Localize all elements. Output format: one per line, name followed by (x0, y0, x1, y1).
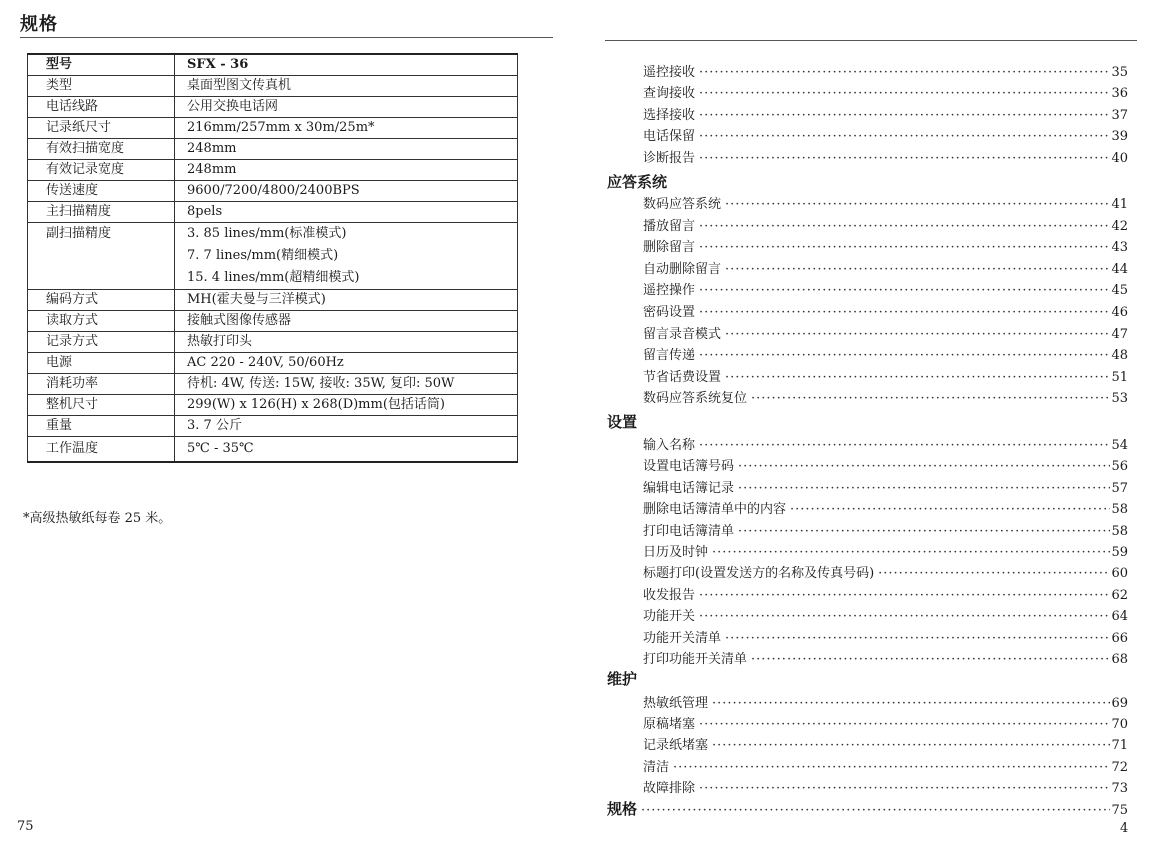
toc-entry-title: 密码设置 (643, 305, 696, 320)
toc-entry[interactable] (643, 756, 1128, 776)
toc-entry[interactable] (643, 777, 1128, 797)
toc-entry-title: 功能开关 (643, 609, 696, 625)
spec-table (27, 53, 518, 463)
spec-value: 8pels (175, 202, 518, 223)
toc-entry-title: 删除电话簿清单中的内容 (643, 502, 787, 518)
toc-entry-page: 71 (1111, 738, 1128, 754)
spec-value: 桌面型图文传真机 (175, 76, 518, 97)
toc-entry-page: 56 (1111, 459, 1128, 475)
toc-entry[interactable] (643, 236, 1128, 256)
spec-value: 248mm (175, 139, 518, 160)
heading-rule (20, 37, 553, 38)
toc-entry[interactable] (643, 258, 1128, 278)
spec-row (28, 202, 518, 223)
spec-row (28, 395, 518, 416)
toc-entry-page: 70 (1111, 717, 1128, 733)
toc-leader-dots (699, 609, 1110, 624)
toc-entry-page: 51 (1111, 369, 1128, 385)
spec-value: 9600/7200/4800/2400BPS (175, 181, 518, 202)
toc-entry-page: 45 (1111, 283, 1128, 299)
footnote: *高级热敏纸每卷 25 米。 (23, 511, 172, 526)
toc-entry[interactable] (643, 125, 1128, 145)
toc-section-heading: 应答系统 (607, 173, 668, 191)
toc-entry-title: 收发报告 (643, 587, 696, 603)
spec-key: 读取方式 (28, 311, 175, 332)
spec-key: 整机尺寸 (28, 395, 175, 416)
toc-leader-dots (725, 327, 1110, 342)
toc-entry-page: 41 (1111, 197, 1128, 212)
spec-row (28, 76, 518, 97)
toc-entry-title: 功能开关清单 (643, 630, 722, 646)
spec-value-multiline (175, 223, 518, 290)
toc-entry-title: 遥控接收 (643, 65, 696, 80)
toc-entry-page: 46 (1111, 305, 1128, 320)
spec-key: 编码方式 (28, 290, 175, 311)
toc-entry[interactable] (643, 498, 1128, 518)
toc-entry[interactable] (643, 584, 1128, 604)
toc-leader-dots (751, 391, 1110, 406)
toc-entry-page: 57 (1111, 480, 1128, 496)
spec-value: SFX - 36 (175, 54, 518, 76)
toc-entry-specs[interactable] (607, 798, 1128, 818)
toc-entry[interactable] (643, 104, 1128, 124)
spec-value: 216mm/257mm x 30m/25m* (175, 118, 518, 139)
toc-entry-page: 37 (1111, 107, 1128, 123)
spec-value-line: 15. 4 lines/mm(超精细模式) (187, 270, 360, 285)
toc-entry-title: 播放留言 (643, 218, 696, 234)
toc-entry[interactable] (643, 82, 1128, 102)
toc-entry-title: 清洁 (643, 759, 670, 775)
toc-entry-page: 39 (1111, 129, 1128, 145)
toc-leader-dots (751, 652, 1110, 667)
toc-entry-title: 节省话费设置 (643, 369, 722, 385)
toc-entry-title: 打印功能开关清单 (643, 652, 748, 667)
toc-leader-dots (738, 524, 1110, 539)
toc-entry-title: 日历及时钟 (643, 545, 709, 560)
toc-entry-title: 记录纸堵塞 (643, 738, 709, 754)
spec-row (28, 97, 518, 118)
toc-leader-dots (712, 696, 1110, 711)
spec-value-line: 3. 85 lines/mm(标准模式) (187, 226, 347, 241)
toc-entry-page: 68 (1111, 652, 1128, 667)
toc-entry[interactable] (643, 366, 1128, 386)
toc-section-heading: 规格 (607, 800, 638, 818)
toc-entry-title: 打印电话簿清单 (643, 523, 735, 539)
toc-leader-dots (699, 86, 1110, 101)
spec-row (28, 311, 518, 332)
toc-leader-dots (699, 65, 1110, 80)
toc-entry[interactable] (643, 215, 1128, 235)
toc-leader-dots (699, 438, 1110, 453)
toc-entry-title: 选择接收 (643, 107, 696, 123)
toc-leader-dots (699, 129, 1110, 144)
toc-entry-title: 电话保留 (643, 129, 696, 145)
spec-value: 3. 7 公斤 (175, 416, 518, 437)
toc-entry-title: 原稿堵塞 (643, 717, 696, 733)
toc-entry-title: 遥控操作 (643, 283, 696, 299)
toc-entry-page: 62 (1111, 587, 1128, 603)
toc-entry-page: 60 (1111, 566, 1128, 582)
toc-leader-dots (878, 566, 1110, 581)
toc-leader-dots (699, 717, 1110, 732)
spec-value: MH(霍夫曼与三洋模式) (175, 290, 518, 311)
spec-row (28, 139, 518, 160)
spec-key: 记录方式 (28, 332, 175, 353)
spec-key: 类型 (28, 76, 175, 97)
spec-value: 299(W) x 126(H) x 268(D)mm(包括话筒) (175, 395, 518, 416)
spec-value: 热敏打印头 (175, 332, 518, 353)
toc-leader-dots (641, 803, 1110, 818)
toc-leader-dots (790, 502, 1110, 517)
toc-leader-dots (699, 588, 1110, 603)
toc-entry-page: 40 (1111, 150, 1128, 166)
toc-entry-title: 数码应答系统 (643, 197, 722, 212)
toc-leader-dots (738, 459, 1110, 474)
spec-key: 工作温度 (28, 437, 175, 463)
toc-entry-page: 58 (1111, 502, 1128, 518)
spec-key: 副扫描精度 (28, 223, 175, 290)
spec-value: 公用交换电话网 (175, 97, 518, 118)
spec-key: 有效记录宽度 (28, 160, 175, 181)
spec-key: 电话线路 (28, 97, 175, 118)
toc-entry-title: 查询接收 (643, 86, 696, 102)
spec-row (28, 290, 518, 311)
page-heading: 规格 (20, 14, 58, 35)
toc-entry-title: 删除留言 (643, 240, 696, 256)
toc-entry-title: 标题打印(设置发送方的名称及传真号码) (643, 566, 875, 582)
toc-entry-page: 36 (1111, 86, 1128, 102)
toc-entry-page: 48 (1111, 348, 1128, 364)
toc-leader-dots (725, 631, 1110, 646)
toc-leader-dots (673, 760, 1110, 775)
spec-header-row (28, 54, 518, 76)
toc-entry-page: 54 (1111, 438, 1128, 453)
spec-key: 记录纸尺寸 (28, 118, 175, 139)
toc-entry[interactable] (643, 193, 1128, 213)
toc-entry[interactable] (643, 147, 1128, 167)
toc-entry-page: 58 (1111, 523, 1128, 539)
toc-entry[interactable] (643, 477, 1128, 497)
spec-row (28, 374, 518, 395)
toc-entry-title: 诊断报告 (643, 150, 696, 166)
spec-key: 有效扫描宽度 (28, 139, 175, 160)
toc-entry[interactable] (643, 605, 1128, 625)
toc-entry[interactable] (643, 279, 1128, 299)
spec-row (28, 160, 518, 181)
toc-entry[interactable] (643, 541, 1128, 561)
toc-leader-dots (725, 262, 1110, 277)
toc-entry-title: 故障排除 (643, 780, 696, 796)
toc-leader-dots (712, 738, 1110, 753)
toc-leader-dots (699, 348, 1110, 363)
toc-entry-title: 输入名称 (643, 438, 696, 453)
toc-entry[interactable] (643, 323, 1128, 343)
toc-entry-title: 留言传递 (643, 348, 696, 364)
toc-entry[interactable] (643, 692, 1128, 712)
heading-rule (605, 40, 1137, 41)
toc-entry-title: 热敏纸管理 (643, 696, 709, 711)
toc-entry-title: 设置电话簿号码 (643, 459, 735, 475)
toc-entry-page: 64 (1111, 609, 1128, 625)
toc-leader-dots (699, 781, 1110, 796)
toc-entry-title: 自动删除留言 (643, 261, 722, 277)
spec-row (28, 353, 518, 374)
toc-leader-dots (699, 108, 1110, 123)
toc-entry-page: 73 (1111, 780, 1128, 796)
spec-row (28, 332, 518, 353)
toc-leader-dots (699, 305, 1110, 320)
toc-leader-dots (725, 370, 1110, 385)
toc-entry[interactable] (643, 627, 1128, 647)
spec-key: 消耗功率 (28, 374, 175, 395)
spec-row (28, 416, 518, 437)
toc-entry[interactable] (643, 520, 1128, 540)
spec-key: 重量 (28, 416, 175, 437)
spec-row (28, 118, 518, 139)
toc-leader-dots (699, 151, 1110, 166)
toc-entry-page: 59 (1111, 545, 1128, 560)
spec-key: 主扫描精度 (28, 202, 175, 223)
toc-entry-page: 42 (1111, 218, 1128, 234)
toc-entry[interactable] (643, 734, 1128, 754)
toc-leader-dots (699, 283, 1110, 298)
spec-key: 电源 (28, 353, 175, 374)
toc-entry-page: 75 (1111, 803, 1128, 818)
toc-entry[interactable] (643, 455, 1128, 475)
toc-entry[interactable] (643, 562, 1128, 582)
toc-entry-page: 43 (1111, 240, 1128, 256)
spec-value-line: 7. 7 lines/mm(精细模式) (187, 248, 339, 263)
toc-entry[interactable] (643, 434, 1128, 454)
spec-key: 型号 (28, 54, 175, 76)
spec-value: 248mm (175, 160, 518, 181)
spec-row (28, 437, 518, 463)
spec-row (28, 181, 518, 202)
toc-entry-page: 53 (1111, 391, 1128, 407)
right-page (583, 0, 1166, 862)
toc-entry[interactable] (643, 301, 1128, 321)
toc-leader-dots (738, 481, 1110, 496)
toc-entry-page: 66 (1111, 630, 1128, 646)
spec-value: 5℃ - 35℃ (175, 437, 518, 463)
toc-entry-title: 数码应答系统复位 (643, 391, 748, 407)
toc-entry-page: 47 (1111, 326, 1128, 342)
toc-entry[interactable] (643, 713, 1128, 733)
spec-value: AC 220 - 240V, 50/60Hz (175, 353, 518, 374)
page-number: 4 (1120, 821, 1129, 836)
toc-leader-dots (725, 197, 1110, 212)
spec-key: 传送速度 (28, 181, 175, 202)
spec-value: 待机: 4W, 传送: 15W, 接收: 35W, 复印: 50W (175, 374, 518, 395)
toc-entry[interactable] (643, 344, 1128, 364)
spec-row-sub-scan (28, 223, 518, 290)
toc-entry-title: 编辑电话簿记录 (643, 480, 735, 496)
toc-entry-title: 留言录音模式 (643, 326, 722, 342)
toc-entry[interactable] (643, 61, 1128, 81)
toc-entry-page: 35 (1111, 65, 1128, 80)
toc-leader-dots (699, 240, 1110, 255)
toc-entry[interactable] (643, 387, 1128, 407)
toc-leader-dots (699, 219, 1110, 234)
page-number: 75 (17, 819, 34, 834)
toc-section-heading: 维护 (607, 670, 638, 688)
toc-leader-dots (712, 545, 1110, 560)
toc-entry-page: 72 (1111, 759, 1128, 775)
toc-entry-page: 69 (1111, 696, 1128, 711)
toc-section-heading: 设置 (607, 413, 638, 431)
toc-entry-page: 44 (1111, 261, 1128, 277)
spec-value: 接触式图像传感器 (175, 311, 518, 332)
toc-entry[interactable] (643, 648, 1128, 668)
